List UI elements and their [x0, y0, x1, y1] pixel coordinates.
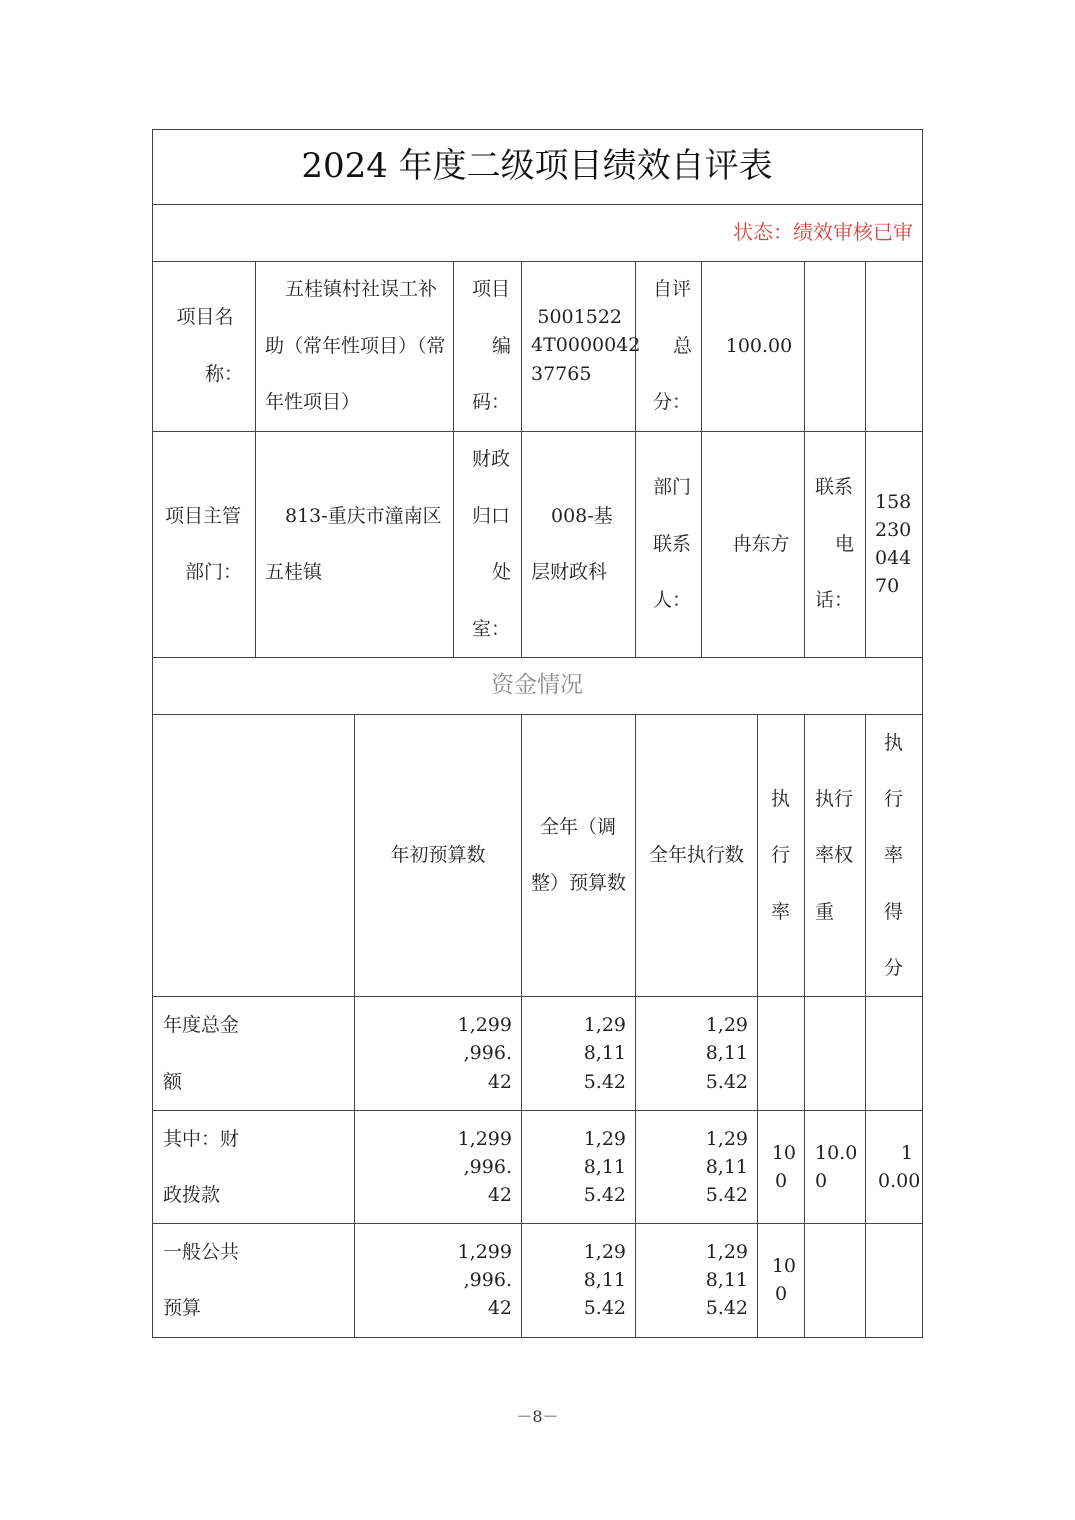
header-initial: 年初预算数 — [390, 844, 486, 866]
header-score: 率 — [884, 844, 904, 866]
row-adjusted: 5.42 — [583, 1071, 626, 1093]
row-label: 一般公共 — [163, 1241, 240, 1263]
header-adjusted: 全年（调 — [540, 816, 617, 838]
row-initial: 1,299 — [457, 1014, 512, 1036]
table-cell — [804, 996, 866, 1111]
header-score: 行 — [884, 788, 904, 810]
dept-value-cell — [255, 431, 454, 658]
project-code-label: 码： — [472, 391, 511, 413]
row-executed: 5.42 — [705, 1297, 748, 1319]
row-weight: 10.0 — [815, 1142, 858, 1164]
project-code-value: 37765 — [531, 363, 592, 385]
header-adjusted-cell — [521, 714, 636, 997]
header-score: 得 — [884, 901, 904, 923]
project-code-label: 编 — [492, 335, 512, 357]
row-adjusted: 8,11 — [583, 1156, 626, 1178]
header-rate: 执 — [771, 788, 791, 810]
page-title: 2024 年度二级项目绩效自评表 — [301, 146, 773, 186]
finance-value: 008-基 — [551, 505, 613, 527]
funds-header-empty — [152, 714, 355, 997]
project-name-value: 年性项目） — [265, 391, 361, 413]
row-score: 1 — [900, 1142, 913, 1164]
row-score: 0.00 — [878, 1170, 921, 1192]
row-executed: 8,11 — [705, 1042, 748, 1064]
row-adjusted: 5.42 — [583, 1297, 626, 1319]
dept-label-cell — [152, 431, 256, 658]
row-executed: 8,11 — [705, 1156, 748, 1178]
row-initial: 1,299 — [457, 1241, 512, 1263]
row-rate: 0 — [774, 1283, 788, 1305]
finance-value: 层财政科 — [531, 561, 608, 583]
row-rate: 10 — [771, 1255, 796, 1277]
header-adjusted: 整）预算数 — [531, 872, 627, 894]
row-label: 其中：财 — [163, 1128, 240, 1150]
row-label: 额 — [163, 1071, 183, 1093]
table-cell — [865, 1223, 923, 1338]
dept-label: 部门： — [185, 561, 243, 583]
header-weight: 重 — [815, 901, 835, 923]
row-initial: 42 — [487, 1297, 512, 1319]
dept-value: 五桂镇 — [265, 561, 323, 583]
page-number: －8－ — [516, 1407, 559, 1426]
row-label: 预算 — [163, 1297, 202, 1319]
row-adjusted: 5.42 — [583, 1184, 626, 1206]
project-code-value: 5001522 — [537, 306, 622, 328]
phone-label: 联系 — [815, 476, 854, 498]
header-rate: 率 — [771, 901, 791, 923]
row-executed: 5.42 — [705, 1071, 748, 1093]
status-text: 状态：绩效审核已审 — [733, 220, 913, 244]
row-executed: 1,29 — [705, 1241, 748, 1263]
row-adjusted: 1,29 — [583, 1014, 626, 1036]
row-initial: 42 — [487, 1071, 512, 1093]
project-code-value: 4T0000042 — [531, 334, 641, 356]
phone-value: 158 — [875, 491, 912, 513]
row-adjusted: 8,11 — [583, 1042, 626, 1064]
project-code-label: 项目 — [472, 278, 511, 300]
row-executed: 8,11 — [705, 1269, 748, 1291]
phone-label: 电 — [835, 533, 855, 555]
row-executed: 1,29 — [705, 1128, 748, 1150]
header-rate: 行 — [771, 844, 791, 866]
table-cell — [865, 996, 923, 1111]
row-adjusted: 1,29 — [583, 1128, 626, 1150]
score-label: 分： — [653, 391, 692, 413]
phone-value: 230 — [875, 519, 912, 541]
row-initial: 42 — [487, 1184, 512, 1206]
row-label: 年度总金 — [163, 1014, 240, 1036]
finance-label: 室： — [472, 618, 511, 640]
empty-cell — [865, 261, 923, 432]
header-weight: 率权 — [815, 844, 854, 866]
contact-label: 人： — [653, 589, 692, 611]
row-initial: ,996. — [463, 1269, 512, 1291]
row-rate: 10 — [771, 1142, 796, 1164]
dept-value: 813-重庆市潼南区 — [285, 505, 442, 527]
project-name-label: 项目名 — [176, 306, 234, 328]
project-name-label: 称： — [205, 363, 244, 385]
project-name-value: 助（常年性项目）（常 — [265, 335, 446, 357]
score-label: 自评 — [653, 278, 692, 300]
table-cell — [804, 1110, 866, 1224]
phone-label: 话： — [815, 589, 854, 611]
finance-label: 归口 — [472, 505, 511, 527]
finance-label: 处 — [492, 561, 512, 583]
row-weight: 0 — [815, 1170, 828, 1192]
dept-label: 项目主管 — [165, 505, 242, 527]
header-score: 执 — [884, 732, 904, 754]
row-initial: ,996. — [463, 1042, 512, 1064]
score-value: 100.00 — [725, 335, 793, 357]
finance-value-cell — [521, 431, 636, 658]
row-adjusted: 1,29 — [583, 1241, 626, 1263]
phone-value: 044 — [875, 547, 912, 569]
score-label: 总 — [673, 335, 693, 357]
row-executed: 5.42 — [705, 1184, 748, 1206]
project-name-value: 五桂镇村社误工补 — [285, 278, 438, 300]
finance-label: 财政 — [472, 448, 511, 470]
row-initial: 1,299 — [457, 1128, 512, 1150]
header-weight: 执行 — [815, 788, 854, 810]
phone-value: 70 — [875, 575, 900, 597]
funds-section-title: 资金情况 — [491, 672, 583, 698]
row-adjusted: 8,11 — [583, 1269, 626, 1291]
row-rate: 0 — [774, 1170, 788, 1192]
row-executed: 1,29 — [705, 1014, 748, 1036]
row-label: 政拨款 — [163, 1184, 221, 1206]
row-initial: ,996. — [463, 1156, 512, 1178]
project-name-label-cell — [152, 261, 256, 432]
table-cell — [804, 1223, 866, 1338]
contact-value: 冉东方 — [732, 533, 790, 555]
contact-label: 联系 — [653, 533, 692, 555]
header-executed: 全年执行数 — [648, 844, 744, 866]
contact-label: 部门 — [653, 476, 692, 498]
table-cell — [757, 996, 805, 1111]
header-score: 分 — [884, 957, 904, 979]
